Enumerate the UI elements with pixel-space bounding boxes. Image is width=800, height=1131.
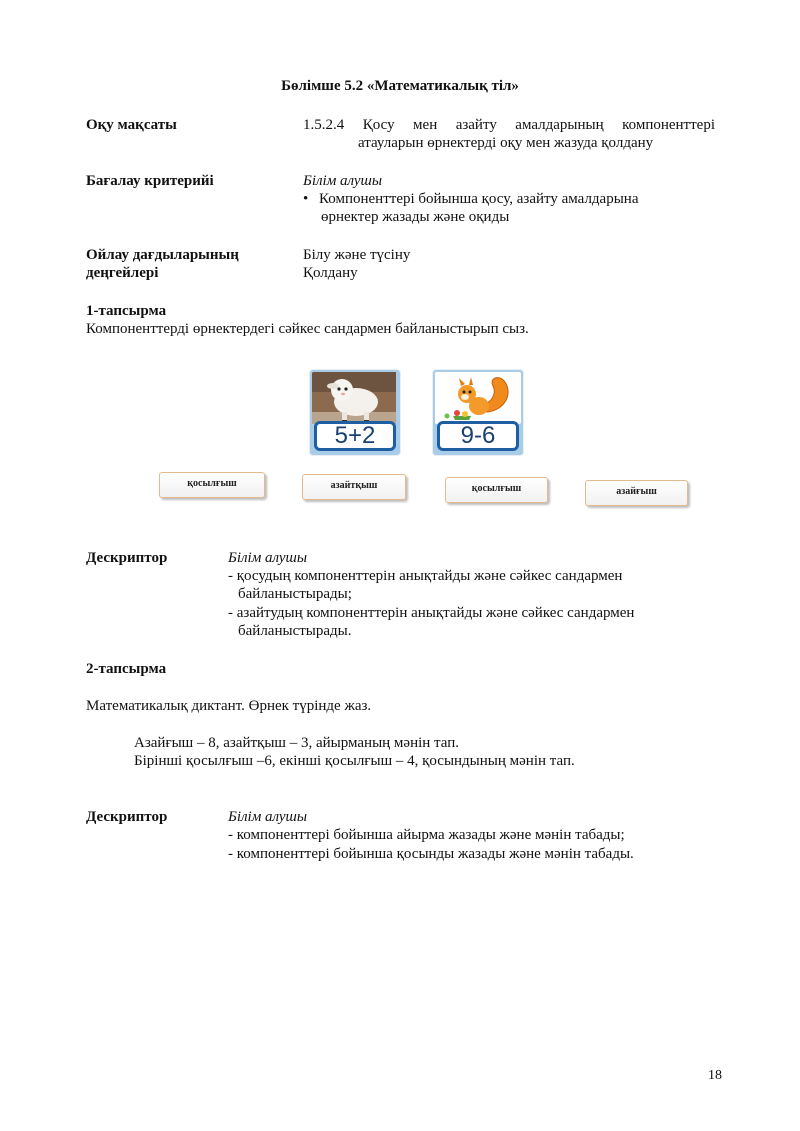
descriptor2-label: Дескриптор [86,809,168,825]
objective-line-1: 1.5.2.4 Қосу мен азайту амалдарының компоненттері [303,117,715,133]
criteria-bullet-line-2: өрнектер жазады және оқиды [321,209,510,225]
descriptor2-subject: Білім алушы [228,809,308,825]
term-minuend-button[interactable]: азайғыш [585,480,688,506]
descriptor1-subject: Білім алушы [228,550,308,566]
thinking-level-2: Қолдану [303,265,358,281]
objective-label: Оқу мақсаты [86,117,177,133]
task2-heading: 2-тапсырма [86,661,167,677]
page-number: 18 [708,1068,722,1083]
descriptor2-line-2: - компоненттері бойынша қосынды жазады және мәнін табады. [228,846,634,862]
lamb-toy-picture [312,372,398,424]
term-subtrahend-button[interactable]: азайтқыш [302,474,406,500]
thinking-label-line-1: Ойлау дағдыларының [86,247,239,263]
task2-item-1: Азайғыш – 8, азайтқыш – 3, айырманың мәнін тап. [134,735,460,751]
task1-instruction: Компоненттерді өрнектердегі сәйкес сандармен байланыстырып сыз. [86,321,529,337]
criteria-bullet-line-1: Компоненттері бойынша қосу, азайту амалдарына [319,191,639,207]
task1-heading: 1-тапсырма [86,303,167,319]
squirrel-picture [435,372,521,424]
criteria-subject: Білім алушы [303,173,383,189]
expression-label: 5+2 [314,421,396,451]
descriptor1-line-4: байланыстырады. [238,623,352,639]
descriptor1-label: Дескриптор [86,550,168,566]
section-title: Бөлімше 5.2 «Математикалық тіл» [281,78,519,94]
expression-card [309,369,401,456]
criteria-bullet [303,190,638,209]
descriptor1-line-2: байланыстырады; [238,586,352,602]
expression-card [432,369,524,456]
thinking-level-1: Білу және түсіну [303,247,411,263]
criteria-label: Бағалау критерийі [86,173,214,189]
term-addend-button[interactable]: қосылғыш [159,472,265,498]
task2-instruction: Математикалық диктант. Өрнек түрінде жаз. [86,698,372,714]
descriptor2-line-1: - компоненттері бойынша айырма жазады және мәнін табады; [228,827,625,843]
expression-label: 9-6 [437,421,519,451]
objective-line-2: атауларын өрнектерді оқу мен жазуда қолдану [358,135,654,151]
term-addend-button[interactable]: қосылғыш [445,477,548,503]
descriptor1-line-1: - қосудың компоненттерін анықтайды және сәйкес сандармен [228,568,623,584]
thinking-label-line-2: деңгейлері [86,265,159,281]
task2-item-2: Бірінші қосылғыш –6, екінші қосылғыш – 4, қосындының мәнін тап. [134,753,575,769]
bullet-icon: • [303,191,309,207]
descriptor1-line-3: - азайтудың компоненттерін анықтайды және сәйкес сандармен [228,605,635,621]
